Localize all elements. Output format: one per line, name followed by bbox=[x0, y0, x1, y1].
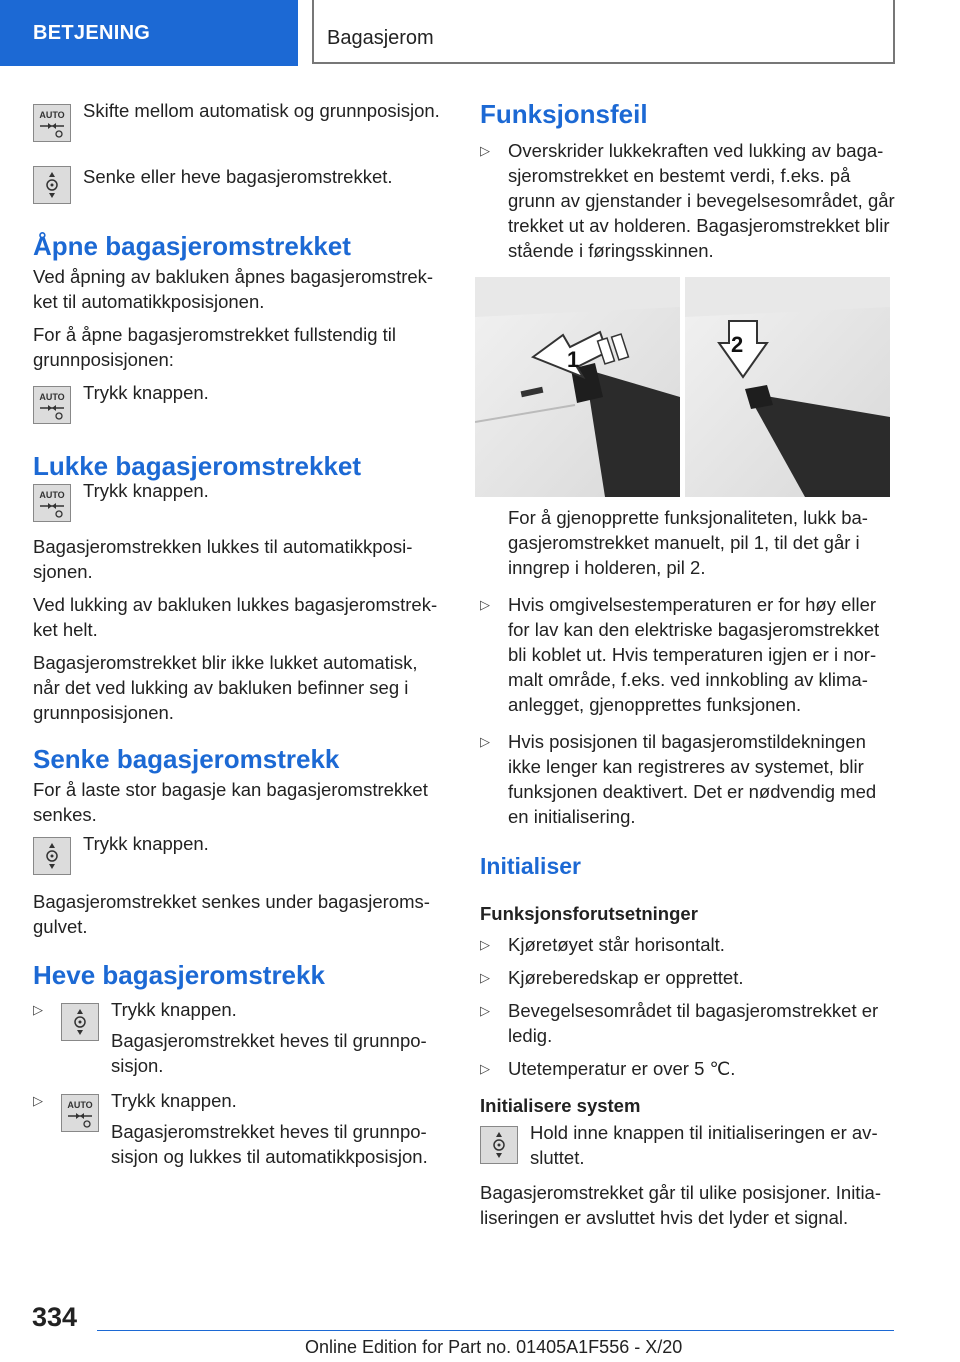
raise-item-desc-start bbox=[61, 1119, 448, 1169]
lower-raise-icon bbox=[33, 166, 71, 204]
intro-item-lower-raise bbox=[33, 160, 448, 208]
bullet-triangle-icon: ▷ bbox=[33, 1093, 43, 1108]
fault-bullet bbox=[480, 138, 895, 263]
bullet-triangle-icon: ▷ bbox=[480, 734, 490, 749]
fault-b2: Hvis omgivelsestemperaturen er for høy eller for lav kan den elektriske bagasjeromstrekket bli koblet ut. Hvis temperaturen igjen er i normalt område, f.eks. ved innkobling av klimaanlegget, gjenopprettes funksjonen. bbox=[508, 594, 880, 715]
bullet-triangle-icon: ▷ bbox=[480, 597, 490, 612]
heading-raise: Heve bagasjeromstrekk bbox=[33, 960, 325, 990]
intro-lower-raise-text: Senke eller heve bagasjeromstrekket. bbox=[83, 166, 393, 187]
open-press bbox=[33, 380, 448, 428]
arrow-label-2: 2 bbox=[731, 332, 744, 357]
svg-text:AUTO: AUTO bbox=[67, 1100, 93, 1110]
prereq-item bbox=[480, 998, 895, 1048]
auto-icon bbox=[33, 386, 71, 424]
close-p2: Ved lukking av bakluken lukkes bagasjeromstrekket helt. bbox=[33, 594, 438, 640]
raise-item bbox=[33, 1088, 448, 1169]
raise-item-press-text: Trykk knappen. bbox=[111, 1090, 237, 1111]
bullet-triangle-icon: ▷ bbox=[480, 143, 490, 158]
lower-press-text: Trykk knappen. bbox=[83, 833, 209, 854]
prereq-text: Bevegelsesområdet til bagasjeromstrekket er ledig. bbox=[508, 1000, 879, 1046]
section-label: BETJENING bbox=[0, 0, 298, 66]
heading-init: Initialiser bbox=[480, 853, 581, 879]
lower-raise-icon bbox=[61, 1003, 99, 1041]
footer-divider bbox=[97, 1330, 894, 1331]
raise-item bbox=[33, 997, 448, 1078]
fault-bullet bbox=[480, 729, 895, 829]
open-press-text: Trykk knappen. bbox=[83, 382, 209, 403]
page-number: 334 bbox=[32, 1302, 78, 1332]
right-column bbox=[480, 98, 895, 1230]
open-p2: For å åpne bagasjeromstrekket fullstendig til grunnposisjonen: bbox=[33, 324, 396, 370]
prereq-text: Utetemperatur er over 5 ℃. bbox=[508, 1058, 736, 1079]
bullet-triangle-icon: ▷ bbox=[480, 937, 490, 952]
left-column bbox=[33, 98, 448, 1169]
page-header bbox=[0, 0, 960, 66]
svg-text:AUTO: AUTO bbox=[39, 110, 65, 120]
heading-open: Åpne bagasjeromstrekket bbox=[33, 231, 351, 261]
arrow-label-1: 1 bbox=[567, 347, 580, 372]
close-p3: Bagasjeromstrekket blir ikke lukket automatisk, når det ved lukking av bakluken befinner seg i grunnposisjonen. bbox=[33, 652, 418, 723]
heading-init-system: Initialisere system bbox=[480, 1095, 641, 1116]
fault-bullet bbox=[480, 592, 895, 717]
fault-b3: Hvis posisjonen til bagasjeromstildekningen ikke lenger kan registreres av systemet, blir funksjonen deaktivert. Det er nødvendig med en initialisering. bbox=[508, 731, 877, 827]
raise-item-desc: Bagasjeromstrekket heves til grunnposisjon og lukkes til automatikkposisjon. bbox=[111, 1121, 428, 1167]
init-p1: Bagasjeromstrekket går til ulike posisjoner. Initialiseringen er avsluttet hvis det lyder et signal. bbox=[480, 1182, 882, 1228]
close-p1: Bagasjeromstrekken lukkes til automatikkposisjonen. bbox=[33, 536, 413, 582]
fault-b1: Overskrider lukkekraften ved lukking av bagasjeromstrekket en bestemt verdi, f.eks. på grunn av gjenstander i bevegelsesområdet, går trekket ut av holderen. Bagasjeromstrekket blir stående i føringsskinnen. bbox=[508, 140, 895, 261]
close-press bbox=[33, 478, 448, 526]
raise-item-desc: Bagasjeromstrekket heves til grunnposisjon. bbox=[111, 1030, 427, 1076]
edition-text: Online Edition for Part no. 01405A1F556 - X/20 bbox=[305, 1337, 683, 1357]
init-hold-text: Hold inne knappen til initialiseringen er avsluttet. bbox=[530, 1122, 878, 1168]
chapter-title: Bagasjerom bbox=[312, 0, 895, 64]
lower-p2: Bagasjeromstrekket senkes under bagasjeromsgulvet. bbox=[33, 891, 430, 937]
lower-raise-icon bbox=[33, 837, 71, 875]
prereq-text: Kjøreberedskap er opprettet. bbox=[508, 967, 744, 988]
heading-close: Lukke bagasjeromstrekket bbox=[33, 451, 362, 481]
heading-prereq: Funksjonsforutsetninger bbox=[480, 903, 698, 924]
lower-p1: For å laste stor bagasje kan bagasjeromstrekket senkes. bbox=[33, 779, 428, 825]
lower-raise-icon bbox=[480, 1126, 518, 1164]
auto-icon bbox=[33, 484, 71, 522]
intro-auto-text: Skifte mellom automatisk og grunnposisjon. bbox=[83, 100, 440, 121]
heading-fault: Funksjonsfeil bbox=[480, 99, 648, 129]
raise-item-press bbox=[61, 997, 448, 1078]
fault-illustration bbox=[475, 277, 890, 497]
open-p1: Ved åpning av bakluken åpnes bagasjeromstrekket til automatikkposisjonen. bbox=[33, 266, 434, 312]
bullet-triangle-icon: ▷ bbox=[480, 1061, 490, 1076]
prereq-item bbox=[480, 1056, 895, 1081]
prereq-item bbox=[480, 965, 895, 990]
init-hold bbox=[480, 1120, 895, 1170]
heading-lower: Senke bagasjeromstrekk bbox=[33, 744, 340, 774]
bullet-triangle-icon: ▷ bbox=[480, 970, 490, 985]
bullet-triangle-icon: ▷ bbox=[33, 1002, 43, 1017]
bullet-triangle-icon: ▷ bbox=[480, 1003, 490, 1018]
svg-text:AUTO: AUTO bbox=[39, 392, 65, 402]
raise-item-press bbox=[61, 1088, 448, 1169]
lower-press bbox=[33, 831, 448, 879]
raise-item-desc-start bbox=[61, 1028, 448, 1078]
auto-icon bbox=[61, 1094, 99, 1132]
prereq-item bbox=[480, 932, 895, 957]
svg-text:AUTO: AUTO bbox=[39, 490, 65, 500]
raise-item-press-text: Trykk knappen. bbox=[111, 999, 237, 1020]
intro-item-auto bbox=[33, 98, 448, 146]
close-press-text: Trykk knappen. bbox=[83, 480, 209, 501]
prereq-text: Kjøretøyet står horisontalt. bbox=[508, 934, 725, 955]
auto-icon bbox=[33, 104, 71, 142]
fault-caption: For å gjenopprette funksjonaliteten, lukk bagasjeromstrekket manuelt, pil 1, til det går i inngrep i holderen, pil 2. bbox=[508, 507, 868, 578]
